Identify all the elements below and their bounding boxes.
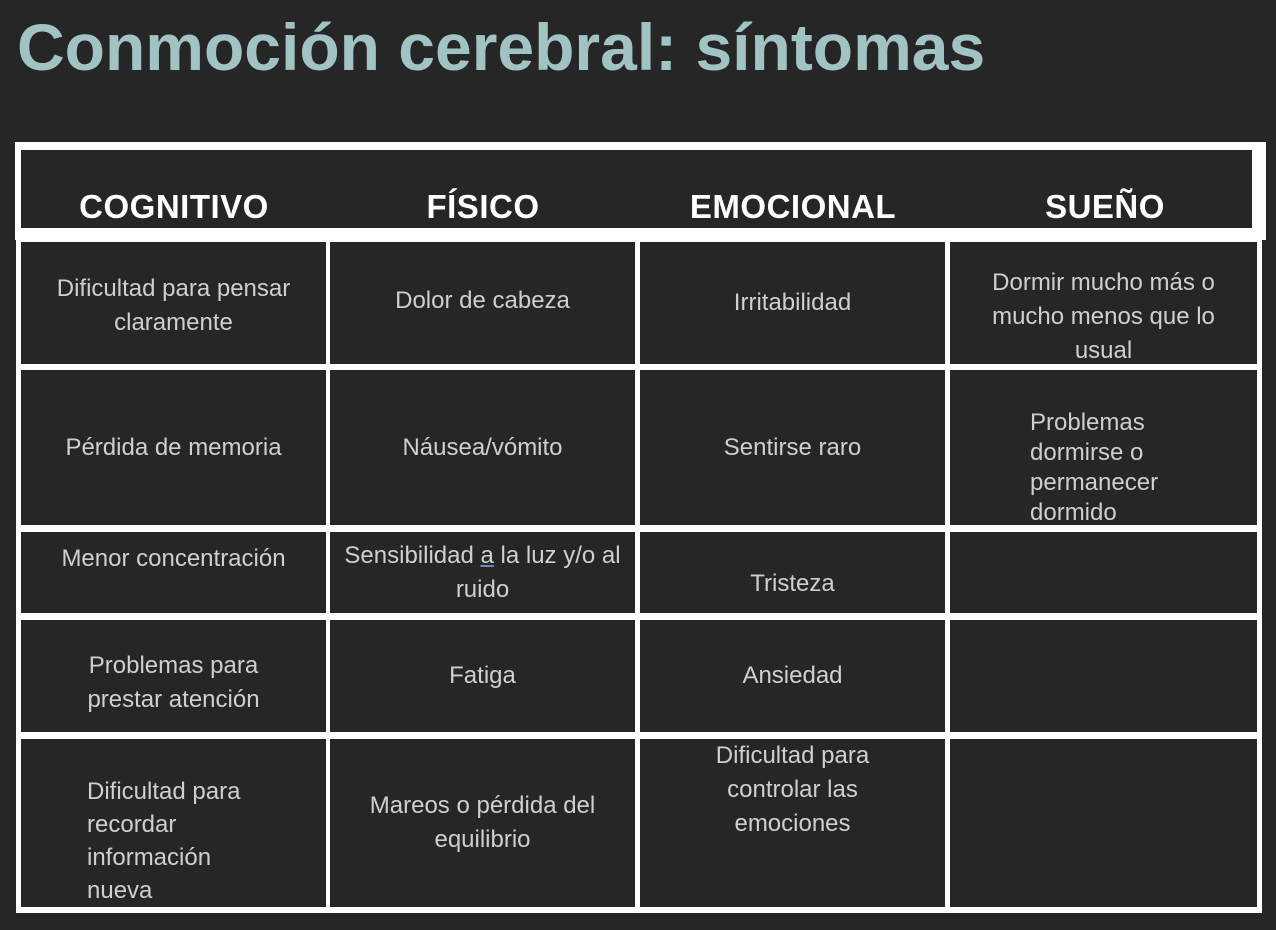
table-cell-emocional-4 bbox=[640, 620, 945, 732]
table-cell-cognitivo-4 bbox=[21, 620, 326, 732]
table-cell-fisico-1 bbox=[330, 242, 635, 364]
cell-text-part: a bbox=[480, 541, 494, 569]
cell-text: Dificultad para controlar las emociones bbox=[715, 742, 870, 837]
cell-text: Fatiga bbox=[449, 662, 516, 689]
table-cell-emocional-3 bbox=[640, 532, 945, 613]
cell-text: Ansiedad bbox=[742, 662, 843, 689]
cell-text: Tristeza bbox=[750, 569, 835, 597]
header-fisico: FÍSICO bbox=[426, 188, 540, 225]
table-cell-sueno-4 bbox=[950, 620, 1257, 732]
table-cell-sueno-5 bbox=[950, 739, 1257, 907]
cell-text: Dificultad para pensar claramente bbox=[56, 275, 291, 336]
cell-text: Pérdida de memoria bbox=[65, 433, 282, 461]
table-cell-cognitivo-3 bbox=[21, 532, 326, 613]
cell-text bbox=[343, 539, 623, 607]
cell-text: Dificultad para recordar información nueva bbox=[87, 778, 241, 904]
table-cell-fisico-2 bbox=[330, 370, 635, 525]
page-background bbox=[16, 913, 946, 930]
header-emocional: EMOCIONAL bbox=[689, 188, 897, 225]
cell-text: Sentirse raro bbox=[723, 433, 862, 461]
symptoms-table bbox=[16, 236, 1262, 913]
cell-text-part: Sensibilidad bbox=[344, 541, 481, 569]
table-cell-emocional-2 bbox=[640, 370, 945, 525]
table-cell-emocional-5 bbox=[640, 739, 945, 907]
cell-text: Problemas para prestar atención bbox=[87, 652, 260, 713]
table-cell-fisico-4 bbox=[330, 620, 635, 732]
header-sueno: SUEÑO bbox=[1045, 188, 1165, 225]
cell-text: Náusea/vómito bbox=[402, 433, 563, 461]
cell-text: Irritabilidad bbox=[733, 289, 852, 316]
cell-text-part: la luz y/o al ruido bbox=[455, 541, 621, 603]
cell-text: Dormir mucho más o mucho menos que lo usual bbox=[992, 269, 1215, 364]
header-cognitivo: COGNITIVO bbox=[79, 188, 269, 225]
cell-text: Menor concentración bbox=[61, 545, 286, 572]
table-cell-cognitivo-2 bbox=[21, 370, 326, 525]
cell-text: Dolor de cabeza bbox=[395, 287, 570, 314]
table-cell-sueno-2 bbox=[950, 370, 1257, 525]
table-cell-cognitivo-5 bbox=[21, 739, 326, 907]
table-cell-sueno-3 bbox=[950, 532, 1257, 613]
table-cell-cognitivo-1 bbox=[21, 242, 326, 364]
table-cell-fisico-3 bbox=[330, 532, 635, 613]
table-cell-sueno-1 bbox=[950, 242, 1257, 364]
cell-text: Problemas dormirse o permanecer dormido bbox=[1030, 409, 1159, 526]
table-cell-emocional-1 bbox=[640, 242, 945, 364]
page-title: Conmoción cerebral: síntomas bbox=[17, 10, 986, 84]
cell-text: Mareos o pérdida del equilibrio bbox=[369, 792, 596, 853]
table-cell-fisico-5 bbox=[330, 739, 635, 907]
